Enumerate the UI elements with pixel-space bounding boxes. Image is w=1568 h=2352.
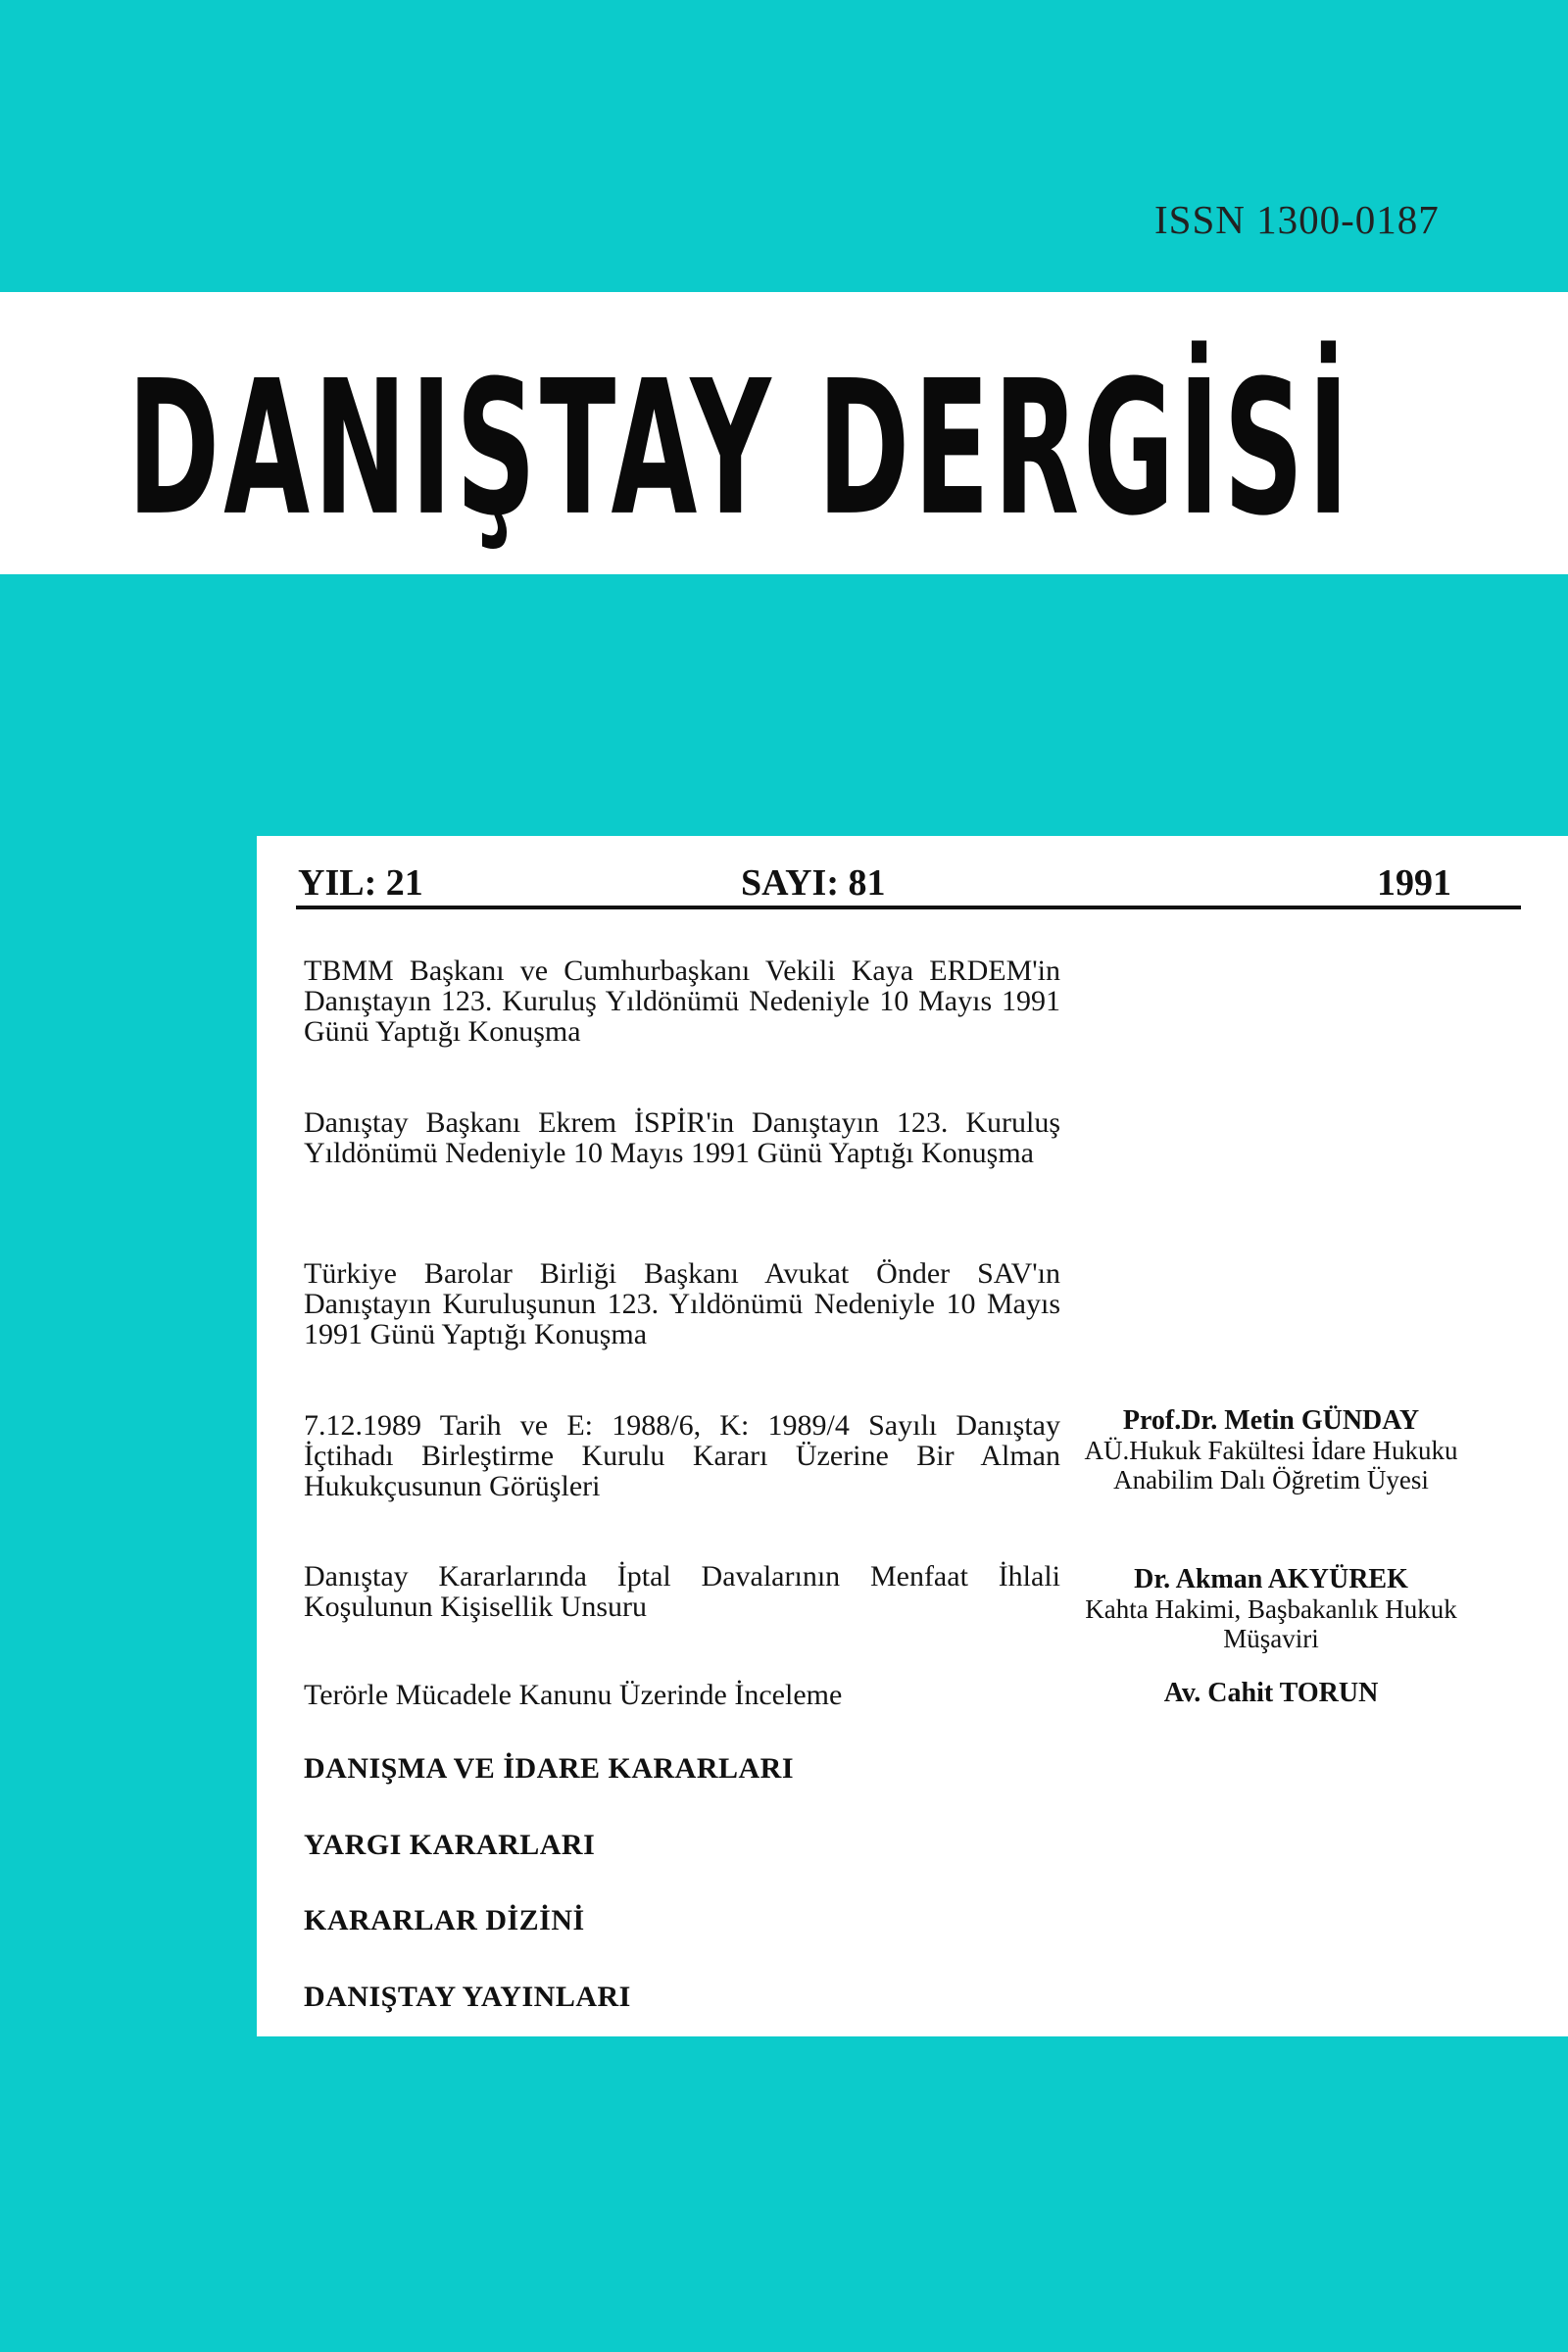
article-4-title: 7.12.1989 Tarih ve E: 1988/6, K: 1989/4 Sayılı Danıştay İçtihadı Birleştirme Kurulu Kararı Üzerine Bir Alman Hukukçusunun Görüşleri	[304, 1409, 1060, 1502]
issue-year: 1991	[1377, 862, 1451, 904]
section-advisory-decisions: DANIŞMA VE İDARE KARARLARI	[304, 1752, 795, 1785]
journal-title	[127, 339, 1441, 557]
author-1	[1060, 1406, 1482, 1494]
author-2-name: Dr. Akman AKYÜREK	[1134, 1564, 1408, 1594]
volume-label: YIL: 21	[298, 862, 423, 904]
article-5-title: Danıştay Kararlarında İptal Davalarının Menfaat İhlali Koşulunun Kişisellik Unsuru	[304, 1560, 1060, 1623]
section-decisions-index: KARARLAR DİZİNİ	[304, 1904, 585, 1936]
author-1-affiliation: AÜ.Hukuk Fakültesi İdare Hukuku Anabilim Dalı Öğretim Üyesi	[1084, 1436, 1458, 1494]
journal-title-text: DANIŞTAY DERGİSİ	[127, 339, 1353, 557]
article-2-title: Danıştay Başkanı Ekrem İSPİR'in Danıştayın 123. Kuruluş Yıldönümü Nedeniyle 10 Mayıs 1991 Günü Yaptığı Konuşma	[304, 1106, 1060, 1169]
author-2-affiliation: Kahta Hakimi, Başbakanlık Hukuk Müşaviri	[1085, 1594, 1457, 1653]
author-1-name: Prof.Dr. Metin GÜNDAY	[1122, 1405, 1420, 1436]
article-1-title: TBMM Başkanı ve Cumhurbaşkanı Vekili Kaya ERDEM'in Danıştayın 123. Kuruluş Yıldönümü Nedeniyle 10 Mayıs 1991 Günü Yaptığı Konuşma	[304, 955, 1060, 1048]
header-divider	[296, 906, 1521, 909]
section-publications: DANIŞTAY YAYINLARI	[304, 1981, 631, 2013]
issue-number-label: SAYI: 81	[741, 862, 886, 904]
section-judicial-decisions: YARGI KARARLARI	[304, 1829, 596, 1861]
author-2	[1060, 1565, 1482, 1653]
issue-info	[298, 861, 1474, 920]
article-3-title: Türkiye Barolar Birliği Başkanı Avukat Önder SAV'ın Danıştayın Kuruluşunun 123. Yıldönümü Nedeniyle 10 Mayıs 1991 Günü Yaptığı Konuşma	[304, 1257, 1060, 1350]
contents-panel	[257, 836, 1568, 2036]
issn-number: ISSN 1300-0187	[1154, 197, 1440, 242]
article-6-title: Terörle Mücadele Kanunu Üzerinde İnceleme	[304, 1679, 843, 1711]
author-3-name: Av. Cahit TORUN	[1163, 1678, 1379, 1708]
author-3	[1060, 1679, 1482, 1708]
